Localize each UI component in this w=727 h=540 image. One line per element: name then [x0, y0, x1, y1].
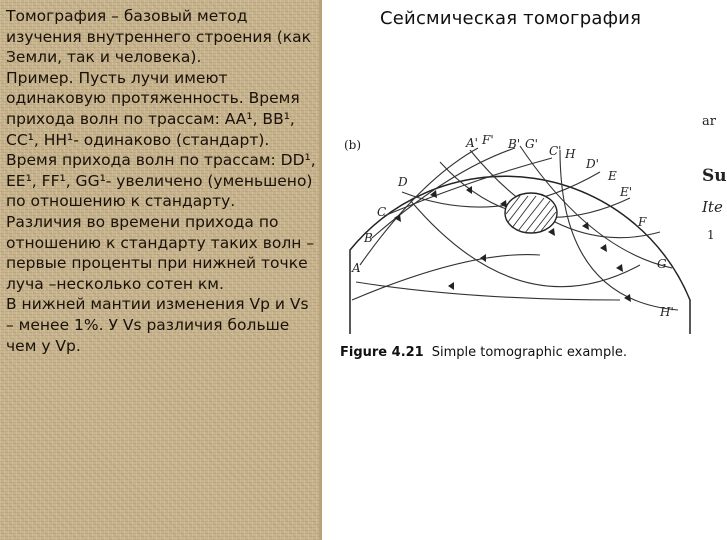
arrowhead	[616, 264, 623, 272]
arrowhead	[448, 282, 454, 290]
label-h-prime: H'	[660, 305, 674, 319]
label-a-prime: A'	[466, 136, 478, 150]
figure-number: Figure 4.21	[340, 345, 424, 360]
cropped-edge-text: ar	[702, 114, 716, 129]
label-e-prime: E'	[620, 185, 633, 199]
tomography-figure	[322, 100, 720, 450]
label-g-prime: G'	[525, 137, 538, 151]
arrowhead	[548, 228, 555, 236]
ray-path-deep-2	[356, 282, 620, 300]
paragraph-intro: Томография – базовый метод изучения внутреннего строения (как Земли, так и человека).	[6, 7, 311, 67]
label-a: A	[352, 261, 361, 275]
body-text	[6, 6, 316, 356]
panel-label: (b)	[344, 138, 362, 152]
paragraph-mantle: В нижней мантии изменения Vp и Vs – менее 1%. У Vs различия больше чем у Vp.	[6, 295, 309, 355]
paragraph-example: Пример. Пусть лучи имеют одинаковую протяженность. Время прихода волн по трассам: AA¹, BB¹, CC¹, HH¹- одинаково (стандарт).	[6, 68, 300, 149]
label-d-prime: D'	[586, 157, 599, 171]
label-d: D	[398, 175, 408, 189]
label-e: E	[608, 169, 617, 183]
figure-caption-text: Simple tomographic example.	[431, 345, 627, 360]
arrowhead	[600, 244, 607, 252]
label-f: F	[638, 215, 647, 229]
figure-caption	[340, 345, 627, 360]
label-c: C	[377, 205, 387, 219]
label-h: H	[565, 147, 576, 161]
arrowhead	[480, 254, 486, 262]
label-b-prime: B'	[508, 137, 521, 151]
paragraph-delay: Время прихода волн по трассам: DD¹, EE¹, FF¹, GG¹- увеличено (уменьшено) по отношению к стандарту.	[6, 151, 316, 211]
slide-title: Сейсмическая томография	[380, 8, 642, 29]
label-f-prime: F'	[482, 133, 494, 147]
paragraph-difference: Различия во времени прихода по отношению к стандарту таких волн – первые проценты при нижней точке луча –несколько сотен км.	[6, 212, 315, 293]
cropped-edge-italic: Ite	[702, 198, 723, 216]
label-b: B	[364, 231, 373, 245]
cropped-edge-heading: Su	[702, 166, 727, 186]
text-panel	[0, 0, 322, 540]
label-c-prime: C'	[549, 144, 562, 158]
arrowhead	[394, 214, 401, 222]
arrowhead	[582, 222, 589, 230]
label-g: G	[657, 257, 667, 271]
cropped-edge-number: 1	[707, 228, 715, 242]
